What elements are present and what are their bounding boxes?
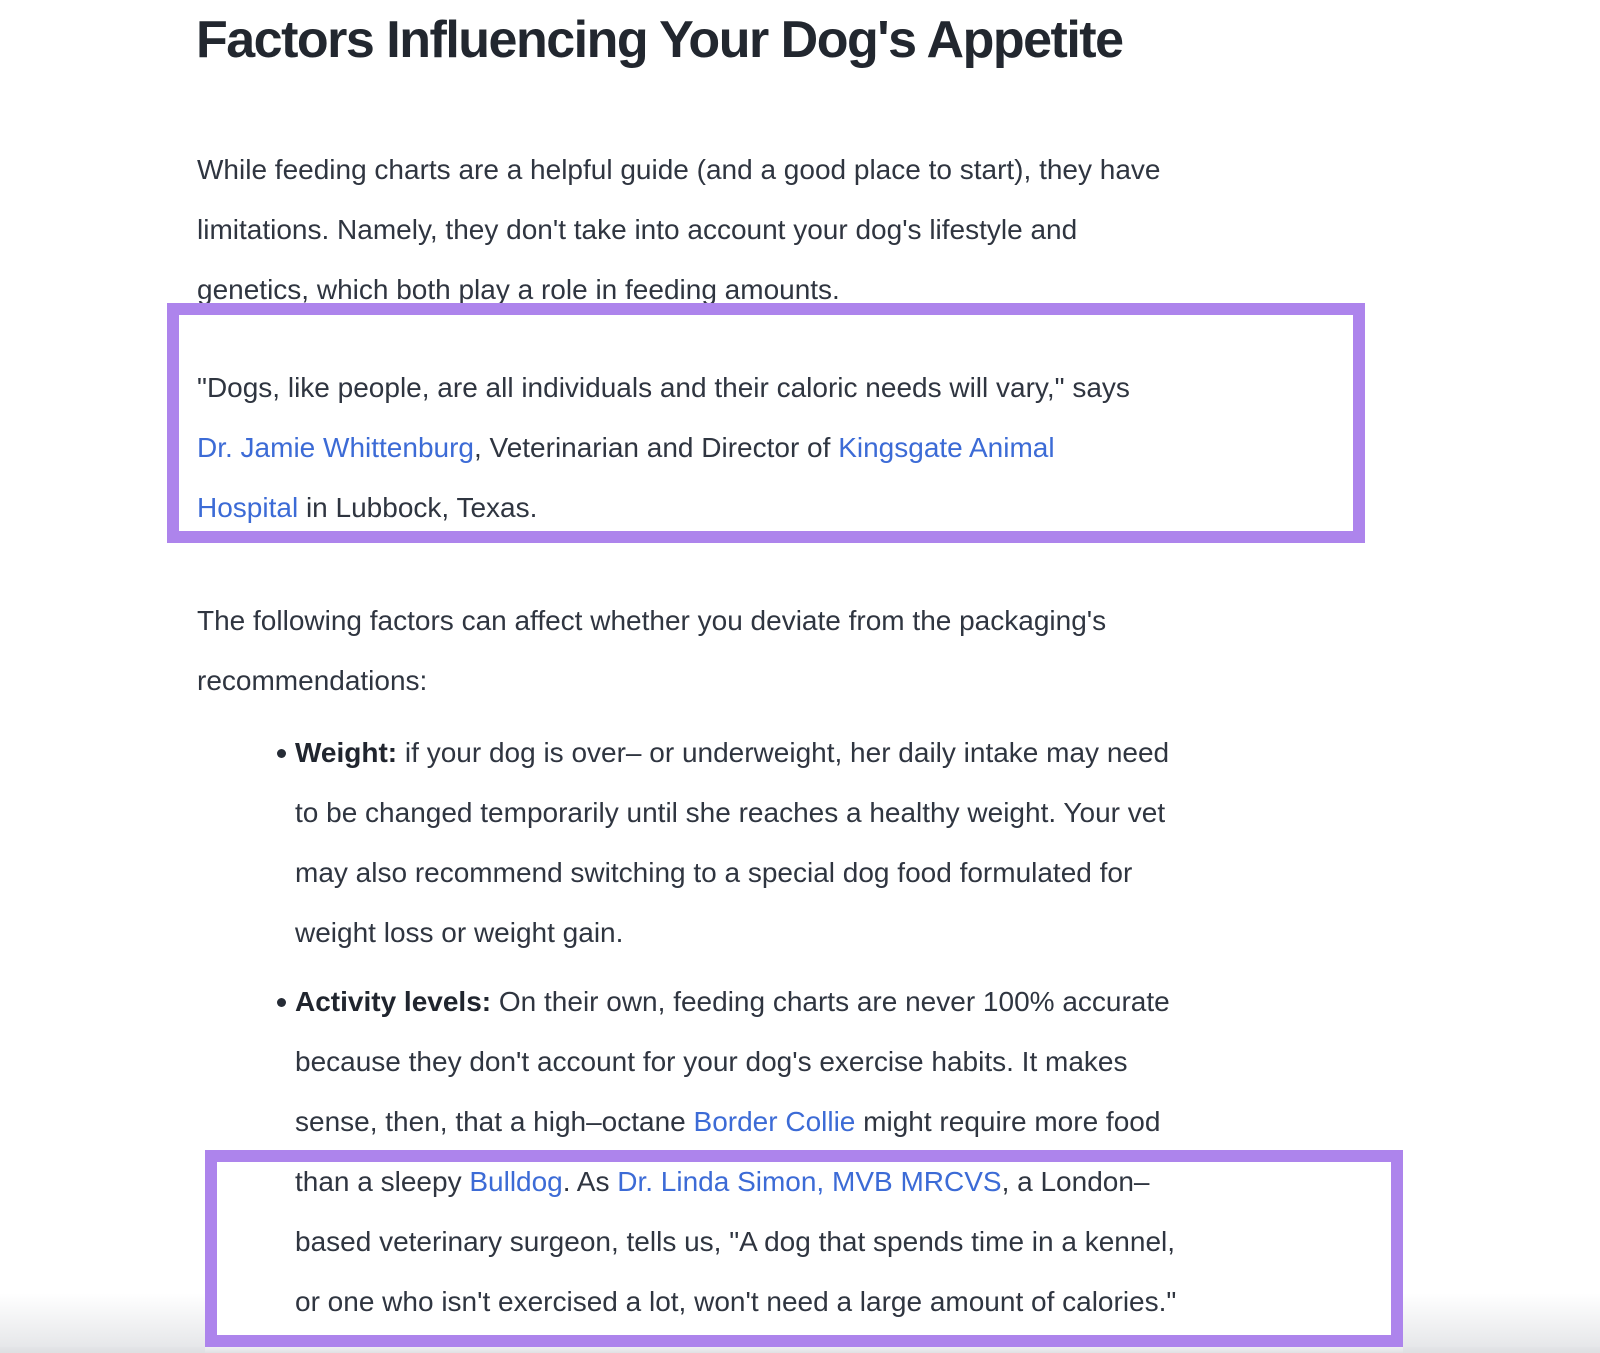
text-span: sense, then, that a high–octane bbox=[295, 1106, 694, 1137]
bullet-icon bbox=[277, 749, 286, 758]
weight-list-item-text bbox=[295, 737, 1169, 948]
expert-quote-paragraph bbox=[197, 358, 1130, 538]
text-span: might require more food bbox=[855, 1106, 1161, 1137]
text-span: in Lubbock, Texas. bbox=[298, 492, 538, 523]
text-span: . As bbox=[562, 1166, 618, 1197]
page-bottom-fade-right bbox=[1403, 1293, 1600, 1353]
article-title: Factors Influencing Your Dog's Appetite bbox=[196, 11, 1123, 69]
text-span: may also recommend switching to a special dog food formulated for bbox=[295, 857, 1133, 888]
activity-list-item bbox=[197, 972, 1176, 1332]
text-span: recommendations: bbox=[197, 665, 428, 696]
text-span: On their own, feeding charts are never 100% accurate bbox=[491, 986, 1170, 1017]
link-bulldog[interactable]: Bulldog bbox=[469, 1166, 563, 1197]
factors-intro-paragraph bbox=[197, 591, 1106, 711]
link-dr-linda-simon[interactable]: Dr. Linda Simon, MVB MRCVS bbox=[617, 1166, 1002, 1197]
text-span: The following factors can affect whether you deviate from the packaging's bbox=[197, 605, 1107, 636]
text-span: to be changed temporarily until she reaches a healthy weight. Your vet bbox=[295, 797, 1166, 828]
text-span: because they don't account for your dog's exercise habits. It makes bbox=[295, 1046, 1128, 1077]
bold-text: Activity levels: bbox=[295, 986, 492, 1017]
bold-text: Weight: bbox=[295, 737, 398, 768]
text-span: than a sleepy bbox=[295, 1166, 470, 1197]
link-border-collie[interactable]: Border Collie bbox=[693, 1106, 856, 1137]
quote-highlight-box bbox=[167, 303, 1365, 543]
text-span: based veterinary surgeon, tells us, "A dog that spends time in a kennel, bbox=[295, 1226, 1176, 1257]
factors-list bbox=[197, 723, 1176, 1332]
link-kingsgate-animal-hospital-2[interactable]: Hospital bbox=[197, 492, 299, 523]
text-span: , Veterinarian and Director of bbox=[474, 432, 839, 463]
link-kingsgate-animal-hospital[interactable]: Kingsgate Animal bbox=[838, 432, 1055, 463]
text-span: genetics, which both play a role in feeding amounts. bbox=[197, 274, 840, 305]
link-dr-jamie-whittenburg[interactable]: Dr. Jamie Whittenburg bbox=[197, 432, 474, 463]
text-span: "Dogs, like people, are all individuals and their caloric needs will vary," says bbox=[197, 372, 1130, 403]
text-span: , a London– bbox=[1001, 1166, 1150, 1197]
activity-list-item-text bbox=[295, 986, 1176, 1317]
text-span: or one who isn't exercised a lot, won't need a large amount of calories." bbox=[295, 1286, 1177, 1317]
page-bottom-fade bbox=[0, 1347, 1600, 1353]
bullet-icon bbox=[277, 998, 286, 1007]
text-span: limitations. Namely, they don't take into account your dog's lifestyle and bbox=[197, 214, 1078, 245]
page-bottom-fade-left bbox=[0, 1293, 205, 1353]
intro-paragraph bbox=[197, 140, 1160, 320]
weight-list-item bbox=[197, 723, 1176, 963]
text-span: if your dog is over– or underweight, her daily intake may need bbox=[397, 737, 1170, 768]
text-span: weight loss or weight gain. bbox=[295, 917, 624, 948]
text-span: While feeding charts are a helpful guide (and a good place to start), they have bbox=[197, 154, 1161, 185]
